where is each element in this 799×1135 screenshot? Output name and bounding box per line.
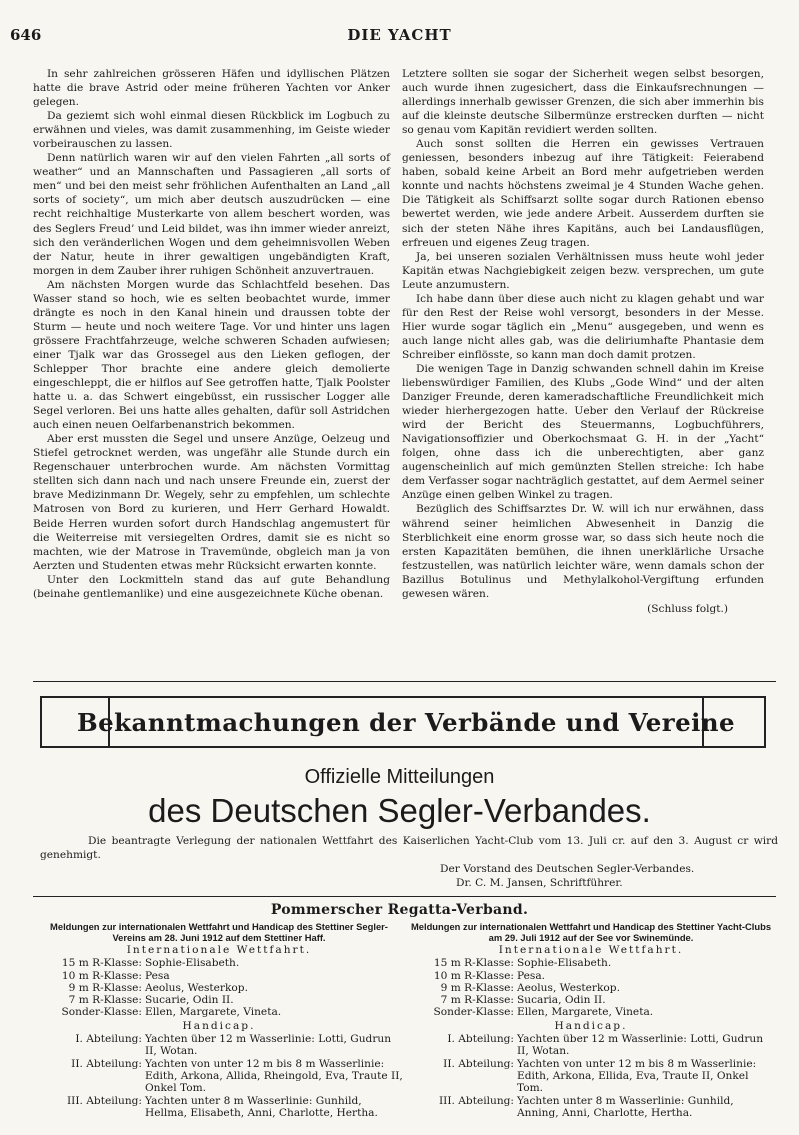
division-entries: Yachten über 12 m Wasserlinie: Lotti, Gudrun II, Wotan. bbox=[517, 1033, 764, 1058]
official-heading-line2: des Deutschen Segler-Verbandes. bbox=[148, 792, 651, 829]
division-name: I. Abteilung: bbox=[75, 1033, 142, 1046]
division-name: II. Abteilung: bbox=[443, 1057, 514, 1070]
regatta-heading: Meldungen zur internationalen Wettfahrt und Handicap des Stettiner Yacht-Clubs am 29. Juli 1912 auf der See vor Swinemünde. bbox=[410, 921, 772, 943]
division-entries: Yachten von unter 12 m bis 8 m Wasserlinie: Edith, Arkona, Ellida, Eva, Traute II, Onkel Tom. bbox=[517, 1057, 757, 1095]
official-notice: Die beantragte Verlegung der nationalen Wettfahrt des Kaiserlichen Yacht-Club vom 13. Juli cr. auf den 3. August cr wird genehmigt. bbox=[40, 835, 778, 861]
class-row bbox=[406, 970, 776, 982]
article-left-column bbox=[33, 67, 390, 601]
class-row bbox=[406, 994, 776, 1006]
class-row bbox=[406, 957, 776, 969]
class-row bbox=[34, 970, 404, 982]
handicap-row bbox=[34, 1033, 404, 1058]
division-entries: Yachten unter 8 m Wasserlinie: Gunhild, Hellma, Elisabeth, Anni, Charlotte, Hertha. bbox=[145, 1094, 378, 1119]
class-boats: Pesa bbox=[145, 969, 170, 982]
class-boats: Sophie-Elisabeth. bbox=[145, 957, 240, 970]
class-boats: Sucarie, Odin II. bbox=[145, 994, 234, 1007]
division-name: III. Abteilung: bbox=[438, 1094, 514, 1107]
class-boats: Sucaria, Odin II. bbox=[517, 994, 606, 1007]
article-paragraph: Aber erst mussten die Segel und unsere Anzüge, Oelzeug und Stiefel getrocknet werden, was ungefähr alle Stunde durch ein Regenschauer unterbrochen wurde. Am nächsten Vormittag stellten sich dann nach und nach unsere Freunde ein, zuerst der brave Medizinmann Dr. Wegely, sehr zu empfehlen, um schlechte Matrosen von Bord zu kurieren, und Herr Gerhard Howaldt. Beide Herren wurden sofort durch Handschlag angemustert für die Weiterreise mit versiegelten Ordres, damit sie es nicht so machten, wie der Matrose in Travemünde, obgleich man ja von Aerzten und Studenten etwas mehr Rücksicht erwarten konnte. bbox=[33, 433, 390, 572]
division-name: II. Abteilung: bbox=[71, 1057, 142, 1070]
article-paragraph: Denn natürlich waren wir auf den vielen Fahrten „all sorts of weather“ und an Mannschaften und Passagieren „all sorts of men“ und bei den meist sehr fröhlichen Aufenthalten an Land „all sorts of society“, um mich aber deutsch auszudrücken — eine recht reichhaltige Musterkarte von allem beschert worden, was des Seglers Freud’ und Leid bildet, was ihn immer wieder anreizt, sich den veränderlichen Wogen und dem geheimnisvollen Weben der Natur, heute in ihrer gewaltigen ungebändigten Kraft, morgen in dem Zauber ihrer ruhigen Schönheit anzuvertrauen. bbox=[33, 152, 390, 277]
class-name: 10 m R-Klasse: bbox=[433, 969, 514, 982]
class-boats: Aeolus, Westerkop. bbox=[517, 981, 620, 994]
regatta-subheading: Handicap. bbox=[554, 1019, 628, 1032]
division-name: I. Abteilung: bbox=[447, 1033, 514, 1046]
article-paragraph: Unter den Lockmitteln stand das auf gute Behandlung (beinahe gentlemanlike) und eine ausgezeichnete Küche obenan. bbox=[33, 573, 390, 600]
division-entries: Yachten über 12 m Wasserlinie: Lotti, Gudrun II, Wotan. bbox=[145, 1033, 392, 1058]
regatta-subheading: Internationale Wettfahrt. bbox=[126, 944, 312, 956]
class-row bbox=[406, 982, 776, 994]
regatta-heading: Meldungen zur internationalen Wettfahrt und Handicap des Stettiner Segler-Vereins am 28. Juni 1912 auf dem Stettiner Haff. bbox=[50, 921, 388, 943]
class-name: Sonder-Klasse: bbox=[433, 1006, 514, 1019]
article-paragraph: Ich habe dann über diese auch nicht zu klagen gehabt und war für den Rest der Reise wohl versorgt, besonders in der Messe. Hier wurde sogar täglich ein „Menu“ ausgegeben, und wenn es auch lange nicht alles gab, was die deliriumhafte Phantasie dem Schreiber einflösste, so kann man doch damit protzen. bbox=[402, 292, 764, 361]
official-signature bbox=[440, 862, 740, 890]
handicap-row bbox=[406, 1095, 776, 1120]
article-paragraph: Da geziemt sich wohl einmal diesen Rückblick im Logbuch zu erwähnen und vieles, was damit zusammenhing, im Geiste wieder vorbeirauschen zu lassen. bbox=[33, 110, 390, 151]
page-number: 646 bbox=[10, 26, 42, 44]
class-name: 15 m R-Klasse: bbox=[61, 957, 142, 970]
running-title: DIE YACHT bbox=[347, 26, 452, 44]
regatta-left-block bbox=[34, 921, 404, 1119]
article-right-column bbox=[402, 67, 764, 616]
class-name: 7 m R-Klasse: bbox=[68, 994, 142, 1007]
section-banner-frame bbox=[76, 698, 736, 746]
class-row bbox=[34, 957, 404, 969]
class-row bbox=[34, 982, 404, 994]
division-entries: Yachten von unter 12 m bis 8 m Wasserlinie: Edith, Arkona, Allida, Rheingold, Eva, Traute II, Onkel Tom. bbox=[145, 1057, 403, 1095]
signature-line: Dr. C. M. Jansen, Schriftführer. bbox=[456, 877, 623, 889]
class-name: 9 m R-Klasse: bbox=[68, 981, 142, 994]
class-boats: Pesa. bbox=[517, 969, 546, 982]
official-heading-line1: Offizielle Mitteilungen bbox=[304, 766, 495, 788]
class-name: 15 m R-Klasse: bbox=[433, 957, 514, 970]
regatta-subheading: Handicap. bbox=[182, 1019, 256, 1032]
class-boats: Ellen, Margarete, Vineta. bbox=[517, 1006, 654, 1019]
article-paragraph: Auch sonst sollten die Herren ein gewisses Vertrauen geniessen, besonders inbezug auf ihre Tätigkeit: Feierabend haben, sobald keine Arbeit an Bord mehr aufgetrieben werden konnte und nachts höchstens zweimal je 4 Stunden Wache gehen. Die Tätigkeit als Schiffsarzt sollte sogar durch Rationen ebenso bewertet werden, wie jede andere Arbeit. Ausserdem durften sie sich der steten Nähe ihres Kapitäns, auch bei Landausflügen, erfreuen und eigenes Zeug tragen. bbox=[402, 138, 764, 249]
article-paragraph: Bezüglich des Schiffsarztes Dr. W. will ich nur erwähnen, dass während seiner heimlichen Abwesenheit in Danzig die Sterblichkeit eine enorm grosse war, so dass sich heute noch die ersten Kapazitäten bemühen, die ihnen unerklärliche Ursache festzustellen, was natürlich leichter wäre, wenn damals schon der Bazillus Botulinus und Methylalkohol-Vergiftung erfunden gewesen wären. bbox=[402, 503, 764, 600]
class-row bbox=[34, 1006, 404, 1018]
class-row bbox=[406, 1006, 776, 1018]
section-divider bbox=[33, 681, 776, 682]
signature-line: Der Vorstand des Deutschen Segler-Verbandes. bbox=[440, 863, 695, 875]
article-paragraph: In sehr zahlreichen grösseren Häfen und idyllischen Plätzen hatte die brave Astrid oder meine früheren Yachten vor Anker gelegen. bbox=[33, 68, 390, 109]
class-name: 7 m R-Klasse: bbox=[440, 994, 514, 1007]
regatta-right-block bbox=[406, 921, 776, 1119]
section-banner bbox=[40, 696, 766, 748]
class-boats: Aeolus, Westerkop. bbox=[145, 981, 248, 994]
section-banner-title: Bekanntmachungen der Verbände und Vereine bbox=[76, 707, 736, 737]
article-paragraph: Am nächsten Morgen wurde das Schlachtfeld besehen. Das Wasser stand so hoch, wie es selten beobachtet wurde, immer drängte es noch in den Kanal hinein und draussen tobte der Sturm — heute und noch weitere Tage. Vor und hinter uns lagen grössere Frachtfahrzeuge, welche schweren Schaden aufwiesen; einer Tjalk war das Grossegel aus den Lieken geflogen, der Schlepper Thor brachte eine andere gleich demolierte eingeschleppt, die er hilflos auf See getroffen hatte, Tjalk Poolster hatte u. a. das Schwert eingebüsst, ein russischer Logger alle Segel verloren. Bei uns hatte alles gehalten, dafür soll Astridchen auch einen neuen Oelfarbenanstrich bekommen. bbox=[33, 278, 390, 432]
division-entries: Yachten unter 8 m Wasserlinie: Gunhild, Anning, Anni, Charlotte, Hertha. bbox=[517, 1094, 734, 1119]
division-name: III. Abteilung: bbox=[66, 1094, 142, 1107]
article-paragraph: Die wenigen Tage in Danzig schwanden schnell dahin im Kreise liebenswürdiger Familien, des Klubs „Gode Wind“ und der alten Danziger Freunde, deren kameradschaftliche Freundlichkeit mich wieder hierhergezogen hatte. Ueber den Verlauf der Rückreise wird der Bericht des Steuermanns, Logbuchführers, Navigationsoffizier und Oberkochsmaat G. H. in der „Yacht“ folgen, ohne dass ich die unberechtigten, aber ganz augenscheinlich auf mich gemünzten Stellen streiche: Ich habe dem Verfasser sogar nachträglich gestattet, auf dem Aermel seiner Anzüge einen gelben Winkel zu tragen. bbox=[402, 362, 764, 502]
class-boats: Sophie-Elisabeth. bbox=[517, 957, 612, 970]
article-paragraph: Letztere sollten sie sogar der Sicherheit wegen selbst besorgen, auch wurde ihnen zugesichert, dass die Einkaufsrechnungen — allerdings innerhalb gewisser Grenzen, die sich aber immerhin bis auf die kleinste deutsche Silbermünze erstrecken durften — nicht so genau vom Kapitän revidiert werden sollten. bbox=[402, 68, 764, 137]
article-paragraph: Ja, bei unseren sozialen Verhältnissen muss heute wohl jeder Kapitän etwas Nachgiebigkeit zeigen bezw. versprechen, um gute Leute anzumustern. bbox=[402, 250, 764, 291]
closing-note: (Schluss folgt.) bbox=[647, 602, 728, 615]
class-row bbox=[34, 994, 404, 1006]
handicap-row bbox=[34, 1058, 404, 1095]
handicap-row bbox=[34, 1095, 404, 1120]
regatta-subheading: Internationale Wettfahrt. bbox=[498, 944, 684, 956]
section-divider bbox=[33, 896, 776, 897]
class-name: 10 m R-Klasse: bbox=[61, 969, 142, 982]
regatta-title: Pommerscher Regatta-Verband. bbox=[270, 902, 529, 918]
class-name: Sonder-Klasse: bbox=[61, 1006, 142, 1019]
handicap-row bbox=[406, 1058, 776, 1095]
handicap-row bbox=[406, 1033, 776, 1058]
class-boats: Ellen, Margarete, Vineta. bbox=[145, 1006, 282, 1019]
class-name: 9 m R-Klasse: bbox=[440, 981, 514, 994]
